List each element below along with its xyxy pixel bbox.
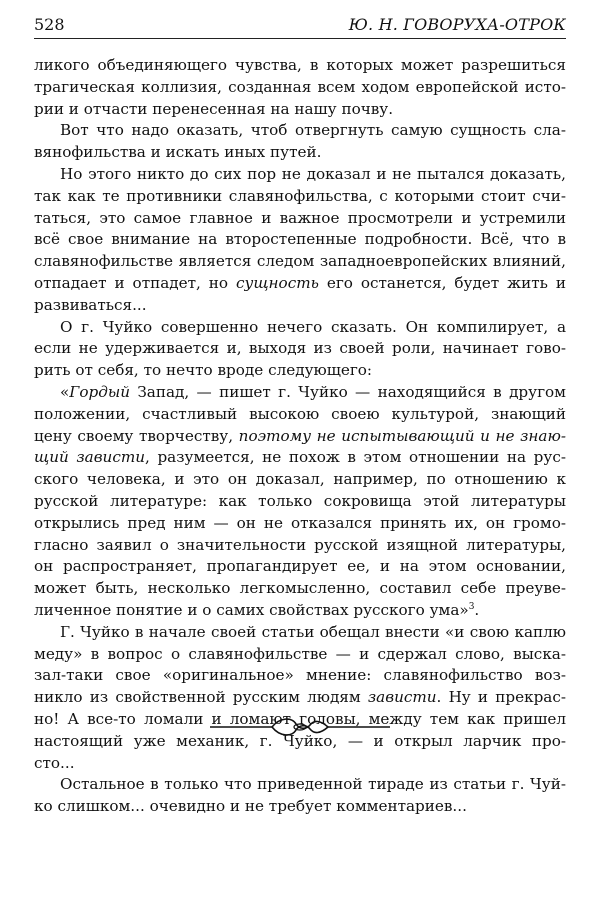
text-run: ликого объединяющего чувства, в которых может разрешиться [34, 56, 566, 74]
text-line [34, 491, 566, 513]
text-line [34, 208, 566, 230]
emphasis-text: сущность [236, 273, 319, 292]
text-run: развиваться... [34, 295, 147, 314]
text-run: его останется, будет жить и [318, 273, 566, 292]
running-title: Ю. Н. ГОВОРУХА-ОТРОК [348, 15, 566, 34]
text-run: открылись пред ним — он не отказался принять их, он громо- [34, 513, 566, 532]
text-run: так как те противники славянофильства, с которыми стоит счи- [34, 186, 566, 205]
text-line [34, 142, 566, 164]
text-run: Г. Чуйко в начале своей статьи обещал внести «и свою каплю [60, 622, 566, 641]
text-run: О г. Чуйко совершенно нечего сказать. Он компилирует, а [60, 317, 566, 336]
text-run: . [474, 600, 480, 619]
footnote-ref[interactable]: 3 [468, 601, 475, 612]
text-run: ко слишком... очевидно и не требует комментариев... [34, 797, 467, 816]
text-line [34, 295, 566, 317]
text-run: он распространяет, пропагандирует ее, и на этом основании, [34, 557, 566, 576]
paragraph [34, 382, 566, 622]
text-line [34, 447, 566, 469]
paragraph [34, 774, 566, 818]
text-run: может быть, несколько легкомысленно, составил себе преуве- [34, 579, 566, 598]
running-head [34, 14, 566, 39]
text-run: русской литературе: как только сокровища этой литературы [34, 491, 566, 510]
text-run: трагическая коллизия, созданная всем ходом европейской исто- [34, 77, 566, 96]
text-line [34, 360, 566, 382]
emphasis-text: зависти [367, 688, 437, 707]
text-line [34, 774, 566, 796]
text-line [34, 77, 566, 99]
text-line [34, 469, 566, 491]
text-line [34, 622, 566, 644]
text-line [34, 186, 566, 208]
text-run: гласно заявил о значительности русской изящной литературы, [34, 535, 566, 554]
body-text [34, 55, 566, 818]
text-run: личенное понятие и о самих свойствах русского ума» [34, 600, 469, 619]
text-run: настоящий уже механик, г. Чуйко, — и открыл ларчик про- [34, 731, 566, 750]
text-run: сто... [34, 753, 75, 772]
text-run: ского человека, и это он доказал, например, по отношению к [34, 470, 566, 489]
text-run: Но этого никто до сих пор не доказал и не пытался доказать, [60, 164, 566, 183]
text-run: цену своему творчеству, [34, 426, 239, 445]
text-run: . Ну и прекрас- [436, 688, 566, 707]
paragraph [34, 164, 566, 317]
text-line [34, 600, 566, 622]
text-line [34, 556, 566, 578]
text-line [34, 99, 566, 121]
text-run: Остальное в только что приведенной тираде из статьи г. Чуй- [60, 775, 566, 794]
text-line [34, 753, 566, 775]
text-line [34, 229, 566, 251]
text-line [34, 382, 566, 404]
text-line [34, 644, 566, 666]
text-run: рить от себя, то нечто вроде следующего: [34, 361, 373, 380]
text-run: Вот что надо оказать, чтоб отвергнуть самую сущность сла- [60, 121, 566, 140]
text-line [34, 513, 566, 535]
text-run: Запад, — пишет г. Чуйко — находящийся в другом [130, 382, 566, 401]
text-line [34, 404, 566, 426]
paragraph [34, 55, 566, 120]
text-run: вянофильства и искать иных путей. [34, 143, 322, 162]
text-line [34, 338, 566, 360]
text-run: положении, счастливый высокою своею культурой, знающий [34, 404, 566, 423]
paragraph [34, 317, 566, 382]
text-line [34, 687, 566, 709]
text-run: зал-таки свое «оригинальное» мнение: славянофильство воз- [34, 666, 566, 685]
text-line [34, 665, 566, 687]
emphasis-text: поэтому не испытывающий и не знаю- [238, 426, 566, 445]
text-run: славянофильстве является следом западноевропейских влияний, [34, 252, 566, 271]
emphasis-text: Гордый [69, 382, 130, 401]
text-run: , разумеется, не похож в этом отношении на рус- [145, 448, 566, 467]
text-line [34, 317, 566, 339]
text-line [34, 55, 566, 77]
text-line [34, 120, 566, 142]
text-line [34, 535, 566, 557]
text-run: отпадает и отпадет, но [34, 273, 237, 292]
text-run: никло из свойственной русским людям [34, 688, 368, 707]
page-number: 528 [34, 15, 65, 34]
text-run: меду» в вопрос о славянофильстве — и сдержал слово, выска- [34, 644, 566, 663]
text-line [34, 273, 566, 295]
text-run: таться, это самое главное и важное просмотрели и устремили [34, 208, 566, 227]
text-line [34, 164, 566, 186]
text-line [34, 796, 566, 818]
text-line [34, 251, 566, 273]
text-line [34, 426, 566, 448]
text-run: « [60, 382, 70, 401]
section-end-flourish-icon [210, 712, 390, 742]
emphasis-text: щий зависти [34, 448, 146, 467]
text-line [34, 578, 566, 600]
text-run: но! А все-то ломали и ломают головы, между тем как пришел [34, 709, 566, 728]
text-run: всё свое внимание на второстепенные подробности. Всё, что в [34, 230, 566, 249]
text-run: рии и отчасти перенесенная на нашу почву. [34, 99, 394, 118]
paragraph [34, 120, 566, 164]
text-run: если не удерживается и, выходя из своей роли, начинает гово- [34, 339, 566, 358]
paragraph [34, 622, 566, 775]
